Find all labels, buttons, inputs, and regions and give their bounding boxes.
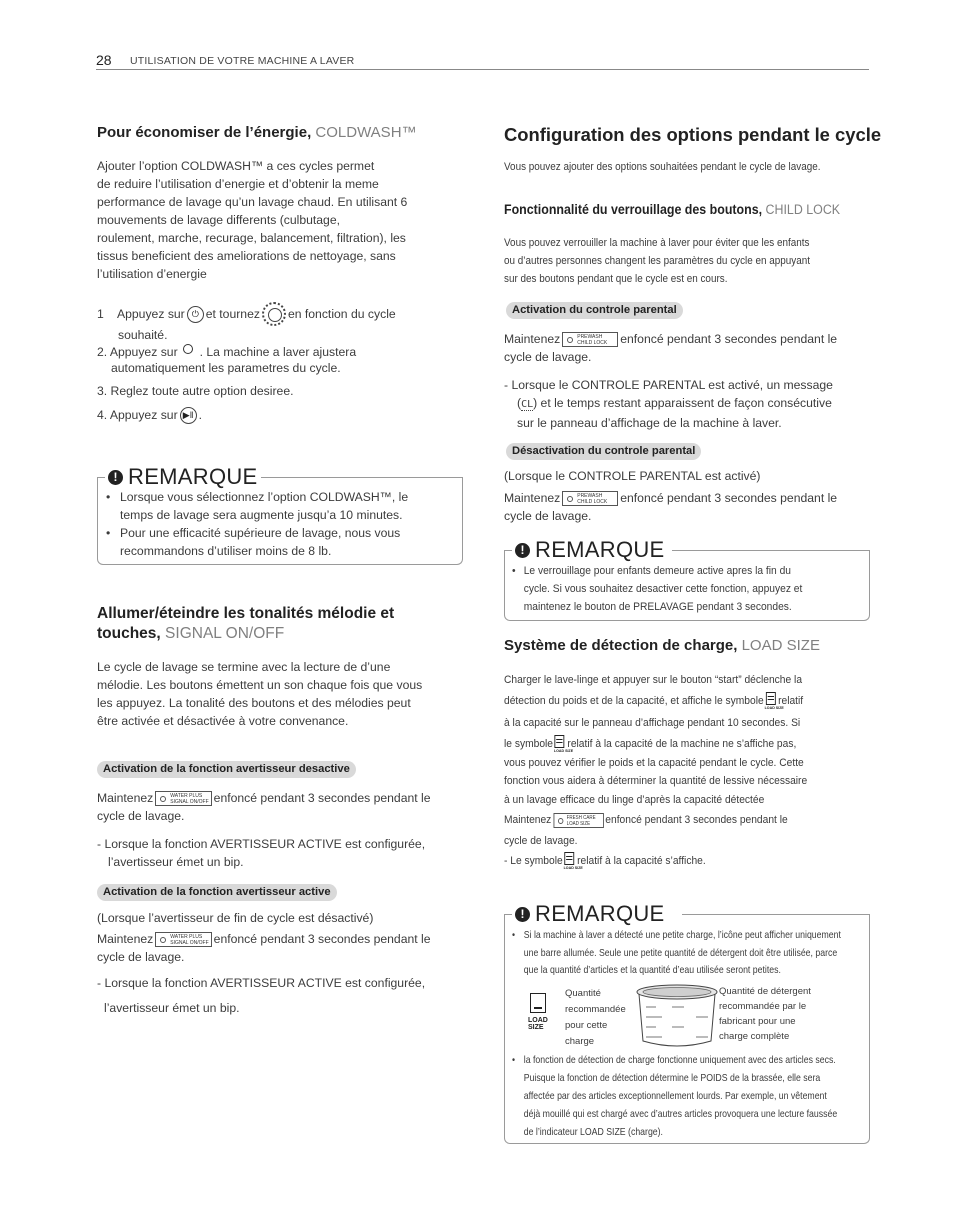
signal-heading: Allumer/éteindre les tonalités mélodie et touches, SIGNAL ON/OFF: [97, 605, 395, 642]
signal-paren-2: (Lorsque l’avertisseur de fin de cycle est désactivé): [97, 911, 374, 925]
child-dash-1: - Lorsque le CONTROLE PARENTAL est activé, un message (CL) et le temps restant apparaissent de façon consécutive sur le panneau d’affichage de la machine à laver.: [504, 378, 833, 430]
fresh-care-load-size-button-icon: FRESH CARE LOAD SIZE: [553, 813, 603, 828]
load-size-icon: LOAD SIZE: [554, 735, 567, 755]
signal-dash-1: - Lorsque la fonction AVERTISSEUR ACTIVE est configurée, l’avertisseur émet un bip.: [97, 837, 426, 869]
load-size-icon: LOAD SIZE: [765, 692, 778, 712]
child-lock-body: Vous pouvez verrouiller la machine à laver pour éviter que les enfants ou d’autres personnes changent les paramètres du cycle en appuyant sur des boutons pendant que le cycle est en cours.: [504, 237, 810, 285]
coldwash-step-1: 1 Appuyez sur ⏻ et tournez en fonction du cycle souhaité.: [97, 302, 467, 344]
note-load-size-top-rule: [682, 914, 870, 915]
pill-child-lock-on: Activation du controle parental: [506, 302, 683, 319]
note-coldwash-list: [104, 488, 460, 560]
signal-hold-1: Maintenez WATER PLUS SIGNAL ON/OFF enfoncé pendant 3 secondes pendant le cycle de lavage.: [97, 791, 431, 823]
coldwash-step-2: 2. Appuyez sur . La machine a laver ajustera automatiquement les parametres du cycle.: [97, 345, 357, 375]
page-header: [96, 52, 869, 70]
note-load-size-title: ! REMARQUE: [513, 901, 668, 927]
note-child-lock-top-rule: [672, 550, 870, 551]
page-number: 28: [96, 52, 112, 68]
power-button-icon: ⏻: [187, 306, 204, 323]
signal-hold-2: Maintenez WATER PLUS SIGNAL ON/OFF enfoncé pendant 3 secondes pendant le cycle de lavage.: [97, 932, 431, 964]
pill-child-lock-off: Désactivation du controle parental: [506, 443, 701, 460]
note-load-size-bullet-2: • la fonction de détection de charge fonctionne uniquement avec des articles secs. Puisque la fonction de détection détermine le POIDS de la brassée, elle sera affectée par des articles exceptionnellement lourds. Par exemple, un vêtement déjà mouillé qui est chargé avec d’autres articles provoquera une lecture faussée de l’indicateur LOAD SIZE (charge).: [512, 1055, 838, 1138]
child-hold-2: Maintenez PREWASH CHILD LOCK enfoncé pendant 3 secondes pendant le cycle de lavage.: [504, 491, 838, 523]
note-load-size-bullet-1: • Si la machine à laver a détecté une petite charge, l’icône peut afficher uniquement une barre allumée. Seule une petite quantité de détergent doit être utilisée, parce que la quantité d’articles et la quantité d’eau utilisée seront petites.: [512, 930, 841, 976]
note-coldwash-top-stub: [97, 477, 105, 478]
load-size-figure-icon: LOAD SIZE: [528, 993, 550, 1033]
water-plus-signal-button-icon: WATER PLUS SIGNAL ON/OFF: [155, 791, 211, 806]
cl-display-code: CL: [521, 399, 534, 410]
coldwash-heading: Pour économiser de l’énergie, COLDWASH™: [97, 124, 417, 141]
coldwash-body: Ajouter l’option COLDWASH™ a ces cycles permet de reduire l’utilisation d’energie et d’obtenir la meme performance de lavage qu’un lavage chaud. En utilisant 6 mouvements de lavage differents (culbutage, roulement, marche, recurage, balancement, filtration), les tissus beneficient des ameliorations de nettoyage, sans l’utilisation d’energie: [97, 159, 408, 281]
list-item: • Pour une efficacité supérieure de lavage, nous vous recommandons d’utiliser moins de 8 lb.: [104, 524, 460, 560]
load-hold: Maintenez FRESH CARE LOAD SIZE enfoncé pendant 3 secondes pendant le cycle de lavage.: [504, 814, 788, 847]
prewash-childlock-button-icon: PREWASH CHILD LOCK: [562, 332, 618, 347]
load-dash: - Le symbole LOAD SIZE relatif à la capacité s’affiche.: [504, 852, 706, 872]
note-child-lock-text: • Le verrouillage pour enfants demeure active apres la fin du cycle. Si vous souhaitez desactiver cette fonction, appuyez et maintenez le bouton de PRELAVAGE pendant 3 secondes.: [512, 565, 803, 613]
note-coldwash-top-rule: [260, 477, 463, 478]
warning-icon: !: [108, 470, 123, 485]
detergent-cup-illustration: [632, 983, 722, 1049]
coldwash-step-4: 4. Appuyez sur ▶‖ .: [97, 408, 203, 422]
warning-icon: !: [515, 543, 530, 558]
note-coldwash-title: ! REMARQUE: [106, 464, 261, 490]
pill-buzzer-on: Activation de la fonction avertisseur active: [97, 884, 337, 901]
prewash-childlock-button-icon: PREWASH CHILD LOCK: [562, 491, 618, 506]
start-pause-icon: ▶‖: [180, 407, 197, 424]
note-child-lock-title: ! REMARQUE: [513, 537, 668, 563]
figure-label-recommended: Quantité recommandée pour cette charge: [565, 988, 626, 1047]
child-lock-heading: Fonctionnalité du verrouillage des boutons, CHILD LOCK: [504, 202, 841, 217]
load-size-body: Charger le lave-linge et appuyer sur le bouton “start” déclenche la détection du poids et de la capacité, et affiche le symbole LOAD SIZE relatif à la capacité sur le panneau d’affichage pendant 10 secondes. Si le symbole LOAD SIZE relatif à la capacité de la machine ne s’affiche pas, vous pouvez vérifier le poids et la capacité pendant le cycle. Cette fonction vous aidera à déterminer la quantité de lessive nécessaire à un lavage efficace du linge d’après la capacité détectée: [504, 674, 808, 806]
list-item: • Lorsque vous sélectionnez l’option COLDWASH™, le temps de lavage sera augmente jusqu’a 10 minutes.: [104, 488, 460, 524]
water-plus-signal-button-icon: WATER PLUS SIGNAL ON/OFF: [155, 932, 211, 947]
load-size-icon: LOAD SIZE: [564, 852, 577, 872]
child-paren-2: (Lorsque le CONTROLE PARENTAL est activé): [504, 469, 761, 483]
config-heading: Configuration des options pendant le cycle: [504, 124, 882, 145]
section-title: UTILISATION DE VOTRE MACHINE A LAVER: [130, 55, 355, 67]
coldwash-button-icon: [180, 343, 198, 361]
figure-label-full-load: Quantité de détergent recommandée par le fabricant pour une charge complète: [719, 986, 811, 1042]
config-body: Vous pouvez ajouter des options souhaitées pendant le cycle de lavage.: [504, 161, 821, 173]
signal-body: Le cycle de lavage se termine avec la lecture de d’une mélodie. Les boutons émettent un son chaque fois que vous les appuyez. La tonalité des boutons et des mélodies peut être activée et désactivée à votre convenance.: [97, 660, 423, 728]
warning-icon: !: [515, 907, 530, 922]
pill-buzzer-off: Activation de la fonction avertisseur desactive: [97, 761, 356, 778]
signal-dash-2: - Lorsque la fonction AVERTISSEUR ACTIVE est configurée, l’avertisseur émet un bip.: [97, 976, 426, 1015]
cycle-dial-icon: [262, 302, 286, 326]
note-load-size-top-stub: [504, 914, 512, 915]
note-child-lock-top-stub: [504, 550, 512, 551]
header-rule: [96, 69, 869, 70]
load-size-heading: Système de détection de charge, LOAD SIZE: [504, 637, 820, 654]
coldwash-step-3: 3. Reglez toute autre option desiree.: [97, 384, 294, 398]
child-hold-1: Maintenez PREWASH CHILD LOCK enfoncé pendant 3 secondes pendant le cycle de lavage.: [504, 332, 838, 364]
